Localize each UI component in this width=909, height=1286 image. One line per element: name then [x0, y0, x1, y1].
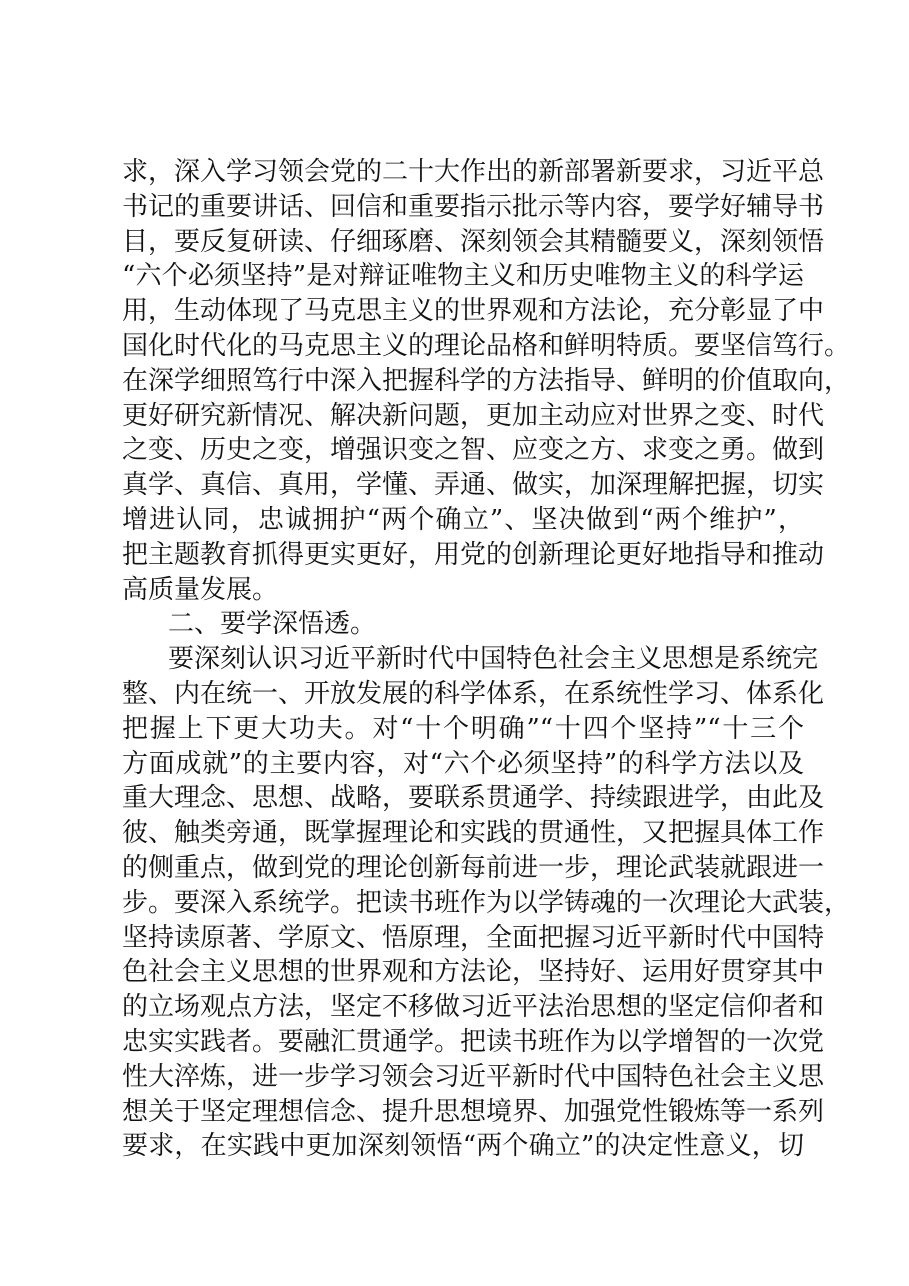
text-line: 在深学细照笃行中深入把握科学的方法指导、鲜明的价值取向， [122, 365, 851, 396]
text-line: 增进认同，忠诚拥护“两个确立”、坚决做到“两个维护”， [122, 504, 804, 535]
text-line: 真学、真信、真用，学懂、弄通、做实，加深理解把握，切实 [122, 470, 825, 501]
text-line: 整、内在统一、开放发展的科学体系，在系统性学习、体系化 [122, 678, 825, 709]
text-line: 彼、触类旁通，既掌握理论和实践的贯通性，又把握具体工作 [122, 818, 825, 849]
text-line: 国化时代化的马克思主义的理论品格和鲜明特质。要坚信笃行。 [122, 330, 851, 361]
text-line: 坚持读原著、学原文、悟原理，全面把握习近平新时代中国特 [122, 922, 825, 953]
text-line: 忠实实践者。要融汇贯通学。把读书班作为以学增智的一次党 [122, 1026, 825, 1057]
text-line: “六个必须坚持”是对辩证唯物主义和历史唯物主义的科学运 [122, 261, 804, 292]
text-line: 把握上下更大功夫。对“十个明确”“十四个坚持”“十三个 [122, 713, 804, 744]
text-line: 的立场观点方法，坚定不移做习近平法治思想的坚定信仰者和 [122, 992, 825, 1023]
text-line: 更好研究新情况、解决新问题，更加主动应对世界之变、时代 [122, 400, 825, 431]
text-line: 性大淬炼，进一步学习领会习近平新时代中国特色社会主义思 [122, 1061, 825, 1092]
text-line: 的侧重点，做到党的理论创新每前进一步，理论武装就跟进一 [122, 852, 825, 883]
text-line: 把主题教育抓得更实更好，用党的创新理论更好地指导和推动 [122, 539, 825, 570]
text-line: 高质量发展。 [122, 574, 279, 605]
text-line: 要深刻认识习近平新时代中国特色社会主义思想是系统完 [168, 644, 819, 675]
section-heading: 二、要学深悟透。 [168, 609, 377, 640]
text-line: 重大理念、思想、战略，要联系贯通学、持续跟进学，由此及 [122, 783, 825, 814]
text-line: 用，生动体现了马克思主义的世界观和方法论，充分彰显了中 [122, 296, 825, 327]
text-line: 步。要深入系统学。把读书班作为以学铸魂的一次理论大武装， [122, 887, 851, 918]
text-line: 想关于坚定理想信念、提升思想境界、加强党性锻炼等一系列 [122, 1096, 825, 1127]
text-line: 书记的重要讲话、回信和重要指示批示等内容，要学好辅导书 [122, 191, 825, 222]
text-line: 方面成就”的主要内容，对“六个必须坚持”的科学方法以及 [122, 748, 804, 779]
text-line: 色社会主义思想的世界观和方法论，坚持好、运用好贯穿其中 [122, 957, 825, 988]
body-text [122, 155, 851, 1164]
text-line: 要求，在实践中更加深刻领悟“两个确立”的决定性意义，切 [122, 1131, 804, 1162]
text-line: 目，要反复研读、仔细琢磨、深刻领会其精髓要义，深刻领悟 [122, 226, 825, 257]
text-line: 求，深入学习领会党的二十大作出的新部署新要求，习近平总 [122, 157, 825, 187]
text-line: 之变、历史之变，增强识变之智、应变之方、求变之勇。做到 [122, 435, 825, 466]
